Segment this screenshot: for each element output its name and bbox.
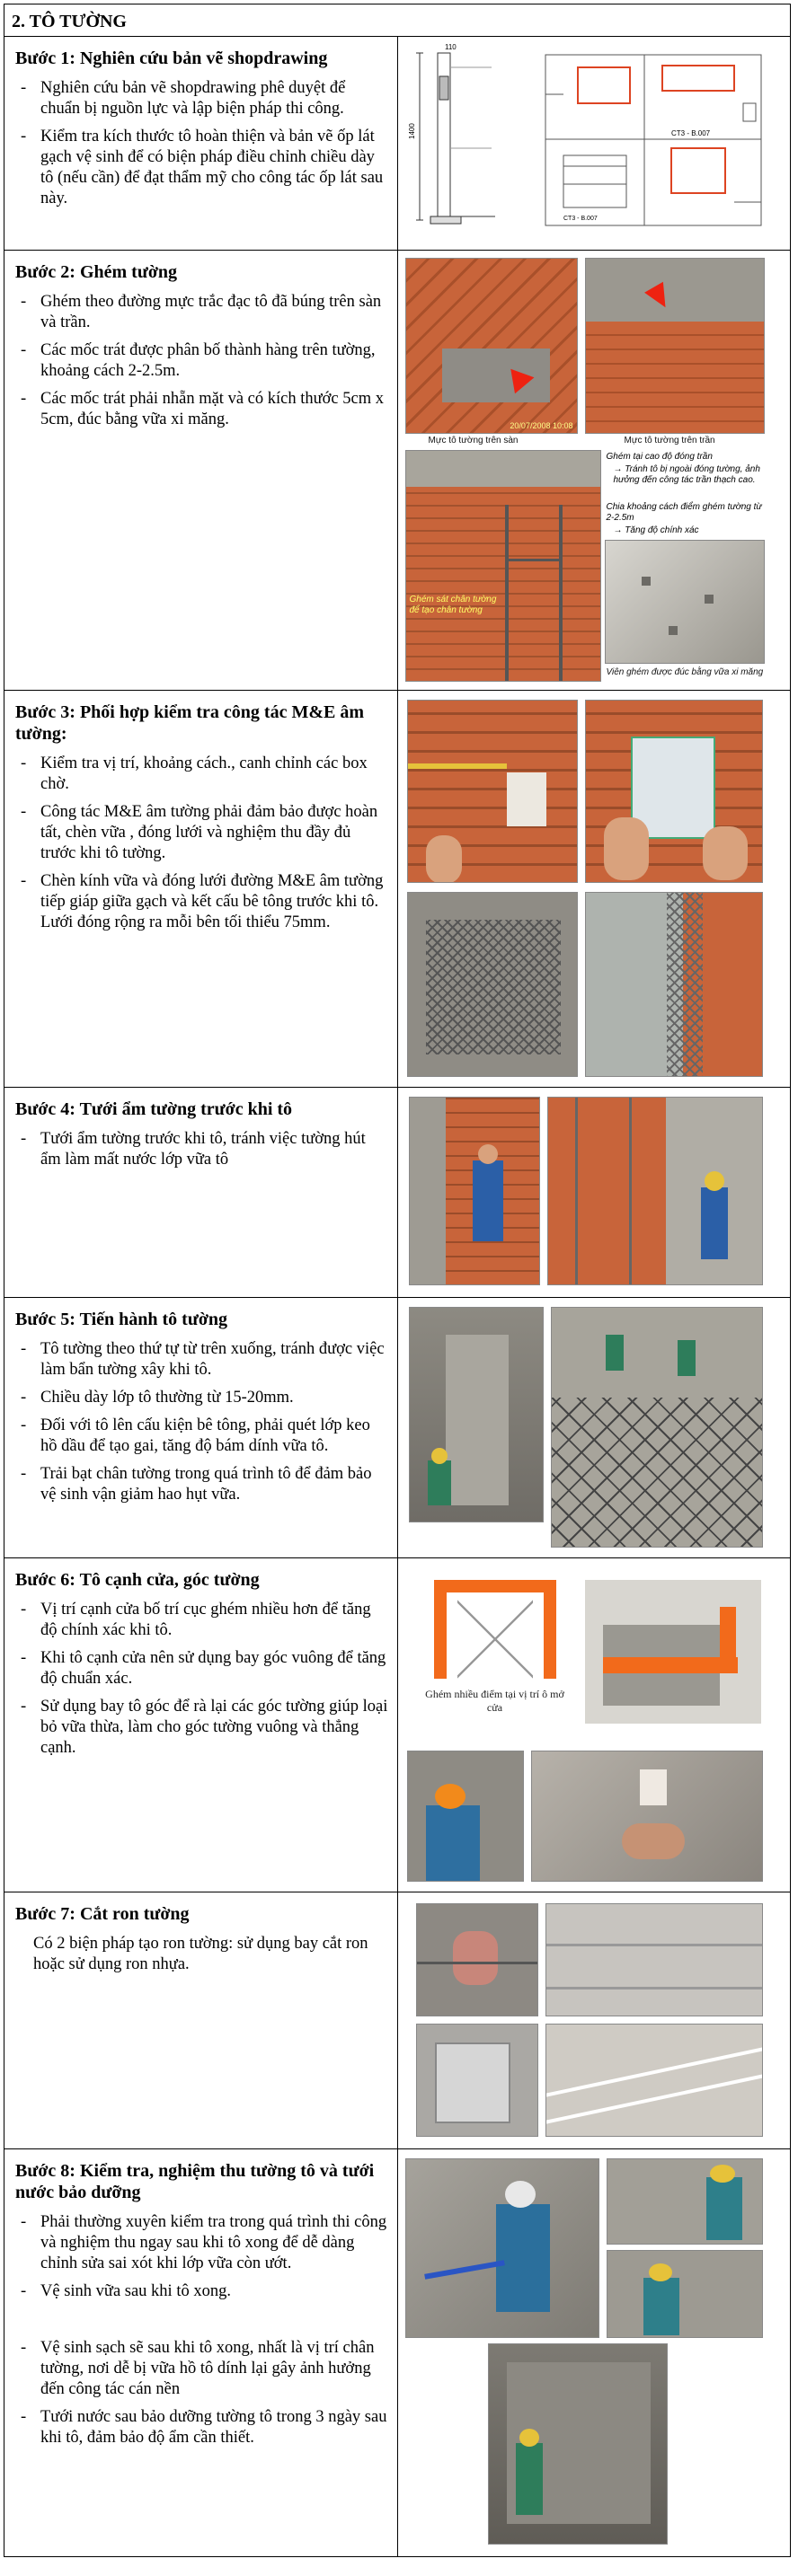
corner-trowel-diagram — [585, 1580, 761, 1724]
photo-plastic-groove — [545, 2024, 763, 2137]
step-images-5 — [397, 1298, 791, 1558]
list-item: - Ghém theo đường mực trắc đạc tô đã búng trên sàn và trần. — [15, 292, 388, 333]
photo-trowel-wall — [531, 1751, 763, 1882]
drawing-dimension: 110 — [444, 43, 457, 51]
step-text-2 — [4, 251, 398, 691]
step-title: Bước 5: Tiến hành tô tường — [15, 1310, 228, 1329]
list-item: - Vệ sinh sạch sẽ sau khi tô xong, nhất là vị trí chân tường, nơi dễ bị vữa hồ tô dính lại gây ảnh hưởng đến công tác cán nền — [15, 2338, 388, 2400]
photo-inspection-level — [405, 2158, 599, 2338]
step-images-6 — [397, 1558, 791, 1892]
list-item: - Kiểm tra vị trí, khoảng cách., canh chỉnh các box chờ. — [15, 754, 388, 795]
step-title: Bước 7: Cắt ron tường — [15, 1904, 190, 1924]
step-images-1 — [397, 37, 791, 251]
photo-inspection-worker-1 — [607, 2158, 763, 2245]
step-images-4 — [397, 1088, 791, 1298]
photo-timestamp: 20/07/2008 10:08 — [510, 421, 573, 430]
photo-scaffold-wall — [405, 450, 601, 682]
photo-groove-wall — [545, 1903, 763, 2016]
photo-annotation: → Tránh tô bị ngoài đóng tường, ảnh hưởng đến công tác trần thạch cao. — [613, 464, 760, 485]
step-text-4 — [4, 1088, 398, 1298]
photo-curing-water — [488, 2343, 668, 2545]
photo-annotation: Ghém sát chân tường để tạo chân tường — [409, 595, 497, 615]
list-item: - Tô tường theo thứ tự từ trên xuống, tránh được việc làm bẩn tường xây khi tô. — [15, 1339, 388, 1381]
list-item: - Trải bạt chân tường trong quá trình tô để đảm bảo vệ sinh vận giảm hao hụt vữa. — [15, 1464, 388, 1505]
step-row-3 — [4, 691, 791, 1088]
step-images-8 — [397, 2149, 791, 2557]
photo-mortar-dots — [605, 540, 765, 664]
step-images-3 — [397, 691, 791, 1088]
photo-scaffold-ceiling — [551, 1307, 763, 1548]
list-item: - Khi tô cạnh cửa nên sử dụng bay góc vuông để tăng độ chuẩn xác. — [15, 1648, 388, 1689]
list-item: - Vị trí cạnh cửa bố trí cục ghém nhiều hơn để tăng độ chính xác khi tô. — [15, 1600, 388, 1641]
step-row-8 — [4, 2149, 791, 2557]
diagram-caption: Ghém nhiều điểm tại vị trí ô mở cửa — [425, 1688, 564, 1714]
step-text-5 — [4, 1298, 398, 1558]
step-row-4 — [4, 1088, 791, 1298]
list-item: - Sử dụng bay tô góc để rà lại các góc tường giúp loại bỏ vữa thừa, làm cho góc tường vuông và thẳng cạnh. — [15, 1697, 388, 1759]
step-title: Bước 8: Kiểm tra, nghiệm thu tường tô và tưới nước bảo dưỡng — [15, 2161, 375, 2202]
photo-watering-wall-2 — [547, 1097, 763, 1285]
procedure-table — [4, 4, 791, 2557]
step-row-1 — [4, 37, 791, 251]
step-row-2 — [4, 251, 791, 691]
document — [4, 4, 791, 2557]
step-title: Bước 2: Ghém tường — [15, 262, 178, 282]
drawing-dimension: 1400 — [407, 123, 416, 139]
step-images-7 — [397, 1892, 791, 2149]
step-title: Bước 1: Nghiên cứu bản vẽ shopdrawing — [15, 49, 328, 68]
photo-annotation: Ghém tại cao độ đóng trần — [606, 452, 713, 462]
photo-inspection-worker-2 — [607, 2250, 763, 2338]
step-row-6 — [4, 1558, 791, 1892]
photo-caption: Viên ghém được đúc bằng vữa xi măng — [606, 667, 764, 677]
list-item: - Các mốc trát phải nhẵn mặt và có kích thước 5cm x 5cm, đúc bằng vữa xi măng. — [15, 389, 388, 430]
paragraph: Có 2 biện pháp tạo ron tường: sử dụng bay cắt ron hoặc sử dụng ron nhựa. — [33, 1935, 368, 1973]
list-item: - Chiều dày lớp tô thường từ 15-20mm. — [15, 1388, 388, 1408]
shopdrawing-image — [402, 40, 768, 242]
list-item: - Phải thường xuyên kiểm tra trong quá trình thi công và nghiệm thu ngay sau khi tô xong để dễ dàng chỉnh sửa sai xót khi lớp vữa còn ướt. — [15, 2212, 388, 2274]
step-row-5 — [4, 1298, 791, 1558]
step-images-2 — [397, 251, 791, 691]
photo-annotation: → Tăng độ chính xác — [613, 525, 699, 535]
photo-caption: Mực tô tường trên trần — [624, 436, 715, 446]
drawing-tag: CT3 - B.007 — [670, 129, 710, 137]
step-text-1 — [4, 37, 398, 251]
list-item: - Các mốc trát được phân bố thành hàng trên tường, khoảng cách 2-2.5m. — [15, 340, 388, 382]
photo-watering-wall-1 — [409, 1097, 540, 1285]
step-title: Bước 4: Tưới ẩm tường trước khi tô — [15, 1099, 293, 1119]
list-item: - Tưới nước sau bảo dưỡng tường tô trong 3 ngày sau khi tô, đảm bảo độ ẩm cần thiết. — [15, 2407, 388, 2448]
section-title: 2. TÔ TƯỜNG — [4, 4, 791, 37]
step-text-6 — [4, 1558, 398, 1892]
step-text-8 — [4, 2149, 398, 2557]
photo-plastic-strip — [416, 2024, 538, 2137]
step-text-3 — [4, 691, 398, 1088]
photo-mesh-wall — [407, 892, 578, 1077]
photo-socket-box — [585, 700, 763, 883]
list-item: - Vệ sinh vữa sau khi tô xong. — [15, 2281, 388, 2302]
photo-mesh-junction — [585, 892, 763, 1077]
step-row-7 — [4, 1892, 791, 2149]
photo-caption: Mực tô tường trên sàn — [428, 436, 519, 446]
list-item: - Kiểm tra kích thước tô hoàn thiện và bản vẽ ốp lát gạch vệ sinh để có biện pháp điều chỉnh chiều dày tô (nếu cần) để đạt thẩm mỹ cho công tác ốp lát sau này. — [15, 127, 388, 209]
step-text-7 — [4, 1892, 398, 2149]
photo-plastering-column — [409, 1307, 544, 1522]
photo-measure-box — [407, 700, 578, 883]
list-item: - Công tác M&E âm tường phải đảm bảo được hoàn tất, chèn vữa , đóng lưới và nghiệm thu đầy đủ trước khi tô tường. — [15, 802, 388, 864]
step-title: Bước 6: Tô cạnh cửa, góc tường — [15, 1570, 260, 1590]
drawing-tag: CT3 - B.007 — [563, 216, 598, 222]
photo-ceiling-mark — [585, 258, 765, 434]
list-item: - Đối với tô lên cấu kiện bê tông, phải quét lớp keo hồ dầu để tạo gai, tăng độ bám dính vữa tô. — [15, 1416, 388, 1457]
photo-annotation: Chia khoảng cách điểm ghém tường từ 2-2.5m — [606, 502, 762, 523]
list-item: - Tưới ẩm tường trước khi tô, tránh việc tường hút ẩm làm mất nước lớp vữa tô — [15, 1129, 388, 1170]
step-title: Bước 3: Phối hợp kiểm tra công tác M&E âm tường: — [15, 702, 364, 744]
photo-floor-mark — [405, 258, 578, 434]
list-item: - Chèn kính vữa và đóng lưới đường M&E âm tường tiếp giáp giữa gạch và kết cấu bê tông trước khi tô. Lưới đóng rộng ra mỗi bên tối thiểu 75mm. — [15, 871, 388, 933]
photo-worker-corner — [407, 1751, 524, 1882]
door-frame-diagram — [416, 1571, 574, 1738]
list-item: - Nghiên cứu bản vẽ shopdrawing phê duyệt để chuẩn bị nguồn lực và lập biện pháp thi công. — [15, 78, 388, 119]
photo-groove-trowel — [416, 1903, 538, 2016]
